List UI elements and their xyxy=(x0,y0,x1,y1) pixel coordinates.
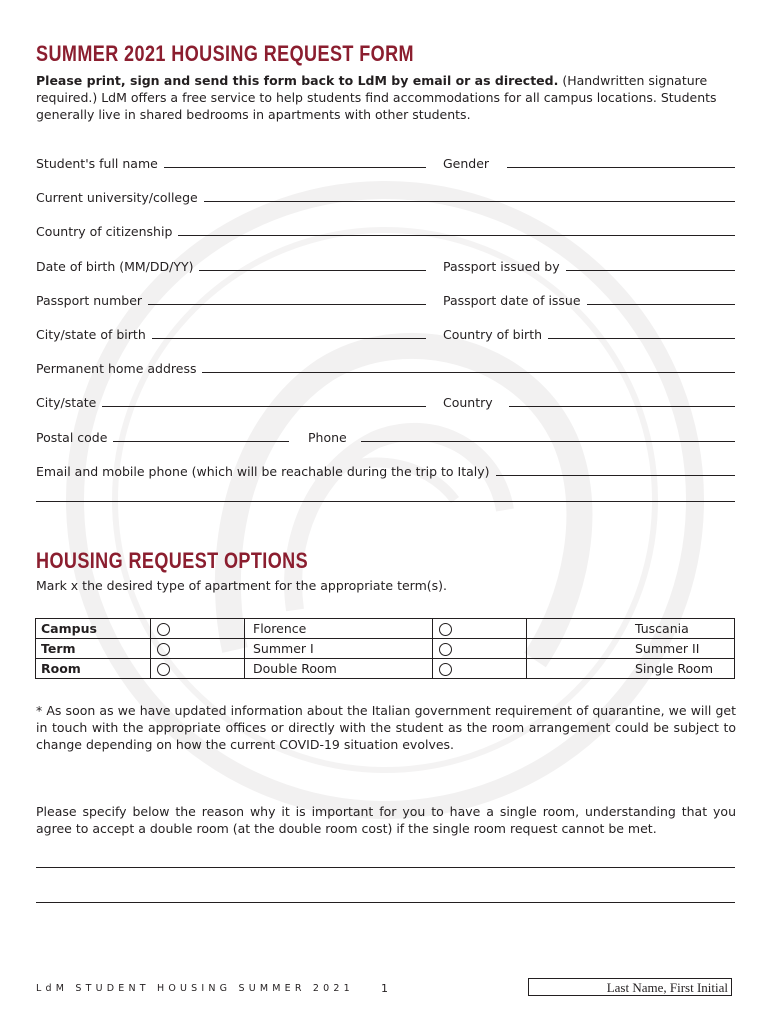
phone-label: Phone xyxy=(308,430,347,445)
radio-cell[interactable] xyxy=(151,619,245,639)
table-row xyxy=(36,639,735,659)
option-summer-1: Summer I xyxy=(245,639,433,659)
radio-cell[interactable] xyxy=(151,639,245,659)
page-title: SUMMER 2021 HOUSING REQUEST FORM xyxy=(36,41,414,66)
city-birth-field[interactable] xyxy=(36,327,426,342)
radio-cell[interactable] xyxy=(433,639,527,659)
passport-date-line[interactable] xyxy=(587,303,735,305)
gender-field[interactable] xyxy=(443,156,735,171)
passport-issued-line[interactable] xyxy=(566,269,735,271)
email-phone-label: Email and mobile phone (which will be reachable during the trip to Italy) xyxy=(36,464,490,479)
passport-issued-field[interactable] xyxy=(443,259,735,274)
city-state-field[interactable] xyxy=(36,395,426,410)
footer-text: LdM STUDENT HOUSING SUMMER 2021 xyxy=(36,983,354,994)
full-name-line[interactable] xyxy=(164,166,426,168)
citizenship-line[interactable] xyxy=(178,234,735,236)
country-birth-label: Country of birth xyxy=(443,327,543,342)
city-birth-line[interactable] xyxy=(152,337,426,339)
passport-number-label: Passport number xyxy=(36,293,143,308)
name-initial-box[interactable]: Last Name, First Initial xyxy=(528,978,732,996)
country-birth-field[interactable] xyxy=(443,327,735,342)
option-summer-2: Summer II xyxy=(527,639,735,659)
radio-tuscania[interactable] xyxy=(439,623,452,636)
option-tuscania: Tuscania xyxy=(527,619,735,639)
dob-field[interactable] xyxy=(36,259,426,274)
passport-number-line[interactable] xyxy=(148,303,426,305)
row-label-room: Room xyxy=(36,659,151,679)
university-label: Current university/college xyxy=(36,190,198,205)
row-label-campus: Campus xyxy=(36,619,151,639)
radio-summer-2[interactable] xyxy=(439,643,452,656)
radio-cell[interactable] xyxy=(433,659,527,679)
gender-label: Gender xyxy=(443,156,490,171)
radio-cell[interactable] xyxy=(433,619,527,639)
email-phone-line-2[interactable] xyxy=(36,501,735,502)
passport-issued-label: Passport issued by xyxy=(443,259,560,274)
country-line[interactable] xyxy=(509,405,735,407)
row-label-term: Term xyxy=(36,639,151,659)
option-florence: Florence xyxy=(245,619,433,639)
radio-single-room[interactable] xyxy=(439,663,452,676)
options-table xyxy=(35,618,735,679)
citizenship-label: Country of citizenship xyxy=(36,224,173,239)
passport-number-field[interactable] xyxy=(36,293,426,308)
country-birth-line[interactable] xyxy=(548,337,735,339)
radio-double-room[interactable] xyxy=(157,663,170,676)
postal-code-label: Postal code xyxy=(36,430,108,445)
home-address-label: Permanent home address xyxy=(36,361,197,376)
gender-line[interactable] xyxy=(507,166,735,168)
reason-line-1[interactable] xyxy=(36,867,735,868)
option-single-room: Single Room xyxy=(527,659,735,679)
country-label: Country xyxy=(443,395,493,410)
postal-code-line[interactable] xyxy=(113,440,289,442)
table-row xyxy=(36,619,735,639)
full-name-field[interactable] xyxy=(36,156,426,171)
full-name-label: Student's full name xyxy=(36,156,158,171)
country-field[interactable] xyxy=(443,395,735,410)
options-instruction: Mark x the desired type of apartment for the appropriate term(s). xyxy=(36,578,447,593)
city-birth-label: City/state of birth xyxy=(36,327,146,342)
page-number: 1 xyxy=(381,982,388,995)
radio-cell[interactable] xyxy=(151,659,245,679)
email-phone-line[interactable] xyxy=(496,474,735,476)
postal-code-field[interactable] xyxy=(36,430,289,445)
intro-bold: Please print, sign and send this form back to LdM by email or as directed. xyxy=(36,73,559,88)
radio-summer-1[interactable] xyxy=(157,643,170,656)
citizenship-field[interactable] xyxy=(36,224,735,239)
radio-florence[interactable] xyxy=(157,623,170,636)
university-line[interactable] xyxy=(204,200,735,202)
city-state-label: City/state xyxy=(36,395,97,410)
options-heading: HOUSING REQUEST OPTIONS xyxy=(36,548,309,573)
intro-normal: (Handwritten signature required.) LdM offers a free service to help students find accommodations for all campus locations. Students generally live in shared bedrooms in apartments with other students. xyxy=(36,73,717,122)
covid-note: * As soon as we have updated information about the Italian government requirement of quarantine, we will get in touch with the appropriate offices or directly with the student as the room arrangement could be subject to change depending on how the current COVID-19 situation evolves. xyxy=(36,703,736,752)
single-room-instruction: Please specify below the reason why it is important for you to have a single room, understanding that you agree to accept a double room (at the double room cost) if the single room request cannot be met. xyxy=(36,804,736,836)
option-double-room: Double Room xyxy=(245,659,433,679)
city-state-line[interactable] xyxy=(102,405,426,407)
intro-text xyxy=(36,72,736,123)
reason-line-2[interactable] xyxy=(36,902,735,903)
passport-date-label: Passport date of issue xyxy=(443,293,581,308)
dob-line[interactable] xyxy=(199,269,426,271)
phone-line[interactable] xyxy=(361,440,735,442)
university-field[interactable] xyxy=(36,190,735,205)
phone-field[interactable] xyxy=(308,430,735,445)
home-address-field[interactable] xyxy=(36,361,735,376)
home-address-line[interactable] xyxy=(202,371,735,373)
table-row xyxy=(36,659,735,679)
passport-date-field[interactable] xyxy=(443,293,735,308)
email-phone-field[interactable] xyxy=(36,464,735,479)
dob-label: Date of birth (MM/DD/YY) xyxy=(36,259,194,274)
